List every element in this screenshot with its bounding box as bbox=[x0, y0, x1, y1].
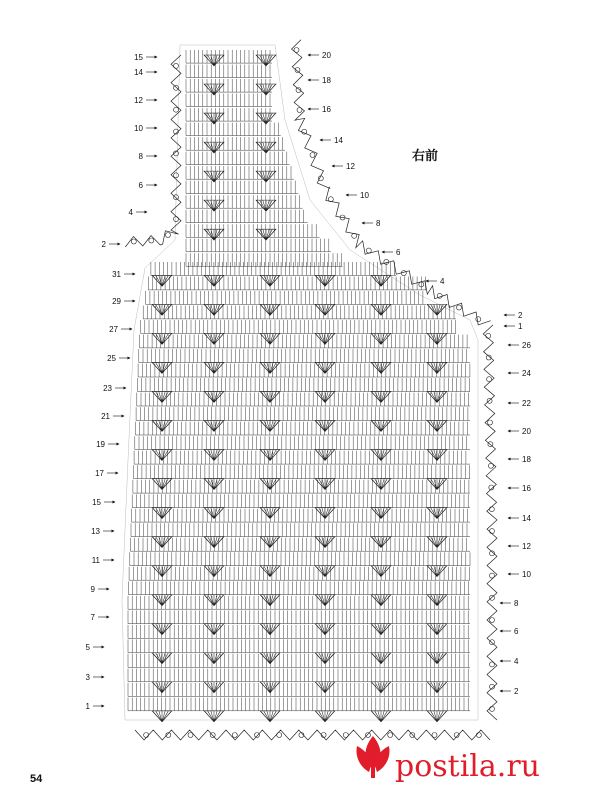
left-strap-edging bbox=[125, 55, 181, 247]
row-label-body_right: 18 bbox=[522, 455, 531, 464]
watermark-text: postila.ru bbox=[395, 749, 540, 784]
row-label-body_left: 17 bbox=[95, 469, 104, 478]
row-label-body_left: 23 bbox=[103, 384, 112, 393]
row-label-body_right: 24 bbox=[522, 369, 531, 378]
row-label-upper_left: 10 bbox=[134, 124, 143, 133]
row-label-body_left: 3 bbox=[85, 673, 90, 682]
strap-fan-motifs bbox=[204, 55, 276, 240]
row-label-body_left: 5 bbox=[85, 643, 90, 652]
row-label-body_right: 20 bbox=[522, 427, 531, 436]
row-label-upper_right: 20 bbox=[322, 51, 331, 60]
double-crochet-columns bbox=[128, 262, 470, 711]
row-label-body_right: 10 bbox=[522, 570, 531, 579]
row-label-body_left: 13 bbox=[91, 527, 100, 536]
chart-title: 右前 bbox=[412, 149, 439, 164]
row-label-body_left: 25 bbox=[107, 354, 116, 363]
row-label-body_right: 2 bbox=[514, 687, 519, 696]
edging-stitches bbox=[125, 40, 497, 740]
row-label-body_left: 31 bbox=[112, 270, 121, 279]
row-label-upper_right: 12 bbox=[346, 162, 355, 171]
row-label-body_right: 12 bbox=[522, 542, 531, 551]
row-label-upper_left: 8 bbox=[138, 152, 143, 161]
row-label-body_right: 14 bbox=[522, 514, 531, 523]
row-label-body_left: 15 bbox=[92, 498, 101, 507]
watermark bbox=[357, 736, 541, 784]
row-label-upper_right: 16 bbox=[322, 105, 331, 114]
row-label-body_left: 29 bbox=[112, 297, 121, 306]
row-label-body_right: 16 bbox=[522, 484, 531, 493]
row-label-body_right: 26 bbox=[522, 341, 531, 350]
row-label-upper_left: 6 bbox=[138, 181, 143, 190]
row-label-body_right: 6 bbox=[514, 627, 519, 636]
row-label-body_left: 19 bbox=[96, 440, 105, 449]
armhole-edging-picots bbox=[294, 48, 481, 322]
row-label-body_left: 27 bbox=[109, 325, 118, 334]
row-label-body_right: 4 bbox=[514, 657, 519, 666]
shell-fan-motifs bbox=[152, 275, 447, 721]
right-front-edging-picots bbox=[486, 333, 495, 711]
row-label-body_left: 9 bbox=[90, 585, 95, 594]
row-label-upper_right: 4 bbox=[440, 277, 445, 286]
row-label-body_right: 1 bbox=[518, 322, 523, 331]
row-label-upper_right: 6 bbox=[396, 248, 401, 257]
row-label-upper_left: 2 bbox=[101, 240, 106, 249]
row-label-upper_right: 10 bbox=[360, 191, 369, 200]
row-label-upper_right: 14 bbox=[334, 136, 343, 145]
watermark-logo-icon bbox=[357, 736, 390, 778]
row-label-upper_right: 8 bbox=[376, 219, 381, 228]
row-label-upper_left: 15 bbox=[134, 53, 143, 62]
row-label-body_left: 1 bbox=[85, 702, 90, 711]
page-number: 54 bbox=[30, 773, 43, 785]
row-label-upper_left: 4 bbox=[128, 208, 133, 217]
row-label-body_left: 7 bbox=[90, 613, 95, 622]
row-label-body_right: 2 bbox=[518, 311, 523, 320]
row-label-body_left: 21 bbox=[101, 412, 110, 421]
row-label-body_right: 8 bbox=[514, 599, 519, 608]
row-label-upper_left: 14 bbox=[134, 68, 143, 77]
row-label-body_left: 11 bbox=[91, 556, 100, 565]
row-label-upper_right: 18 bbox=[322, 76, 331, 85]
row-label-body_right: 22 bbox=[522, 399, 531, 408]
right-front-edging bbox=[483, 325, 497, 720]
row-label-upper_left: 12 bbox=[134, 96, 143, 105]
